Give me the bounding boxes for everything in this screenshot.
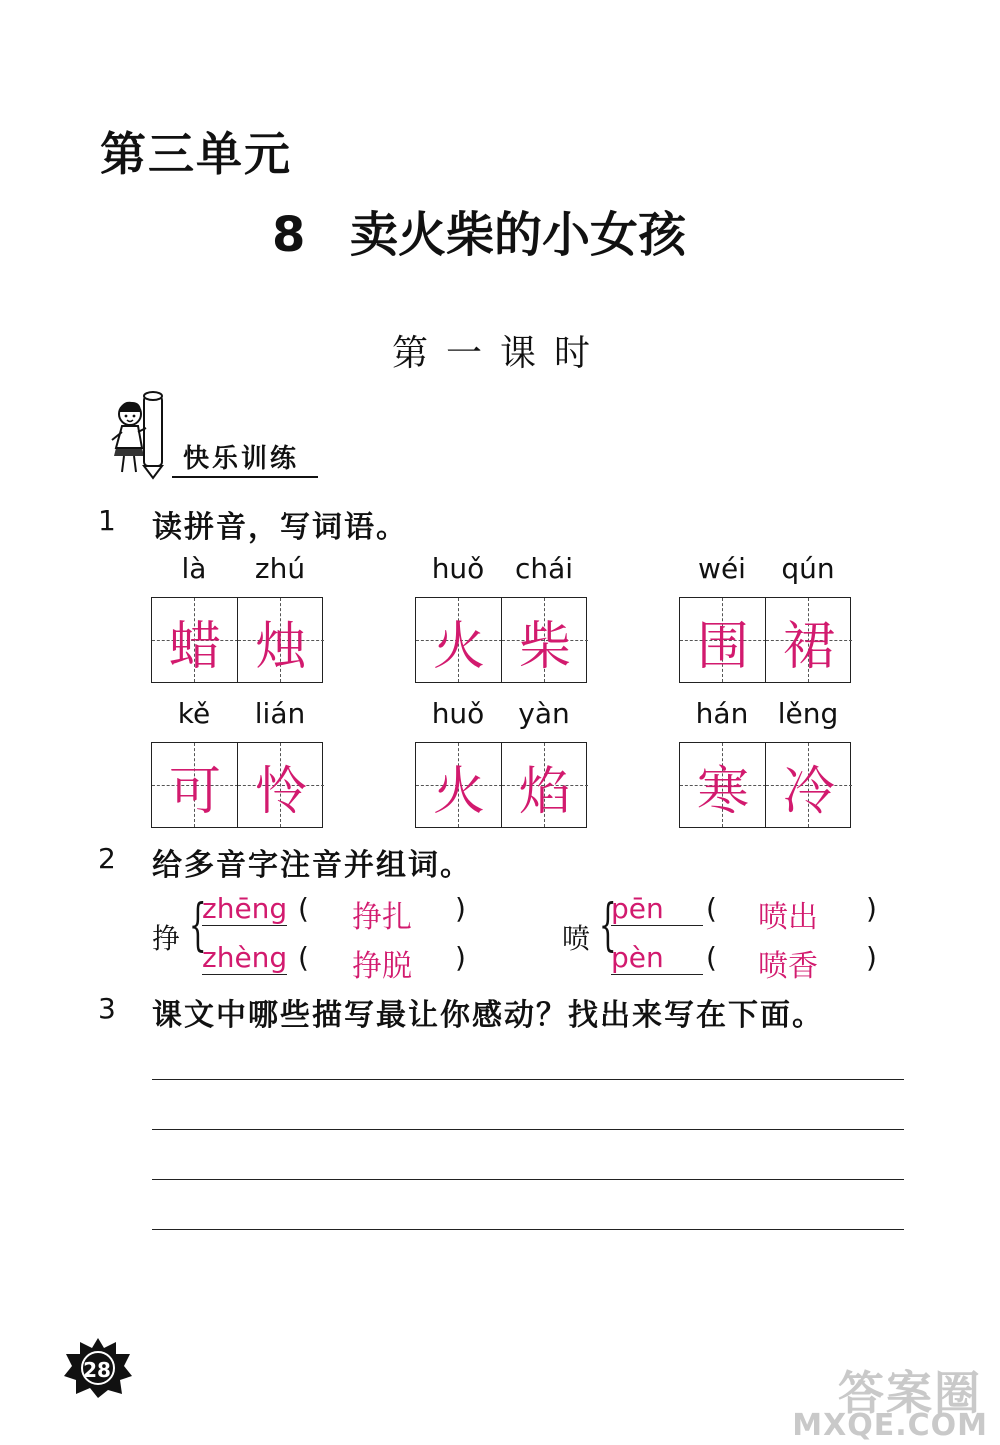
answer-char: 围 xyxy=(696,617,749,677)
tianzige-box[interactable] xyxy=(415,742,587,828)
q2-number: 2 xyxy=(98,842,116,875)
answer-char: 怜 xyxy=(254,762,307,822)
pinyin-label: qún xyxy=(781,552,835,585)
pinyin-label: huǒ xyxy=(431,697,485,730)
answer-char: 冷 xyxy=(782,762,835,822)
polyphone-word[interactable]: 喷香 xyxy=(758,949,818,984)
pinyin-label: kě xyxy=(177,697,211,730)
unit-title: 第三单元 xyxy=(100,127,292,181)
answer-char: 柴 xyxy=(518,617,571,677)
brace: { xyxy=(188,893,207,958)
q1-text: 读拼音，写词语。 xyxy=(152,510,408,545)
pinyin-label: yàn xyxy=(518,697,570,730)
pinyin-label: lěng xyxy=(777,697,839,730)
page-number: 28 xyxy=(83,1358,111,1382)
polyphone-char: 喷 xyxy=(562,922,591,955)
pinyin-label: chái xyxy=(514,552,574,585)
answer-char: 可 xyxy=(168,762,221,822)
section-label: 快乐训练 xyxy=(183,444,300,474)
answer-char: 寒 xyxy=(696,762,749,822)
paren-open: ( xyxy=(706,892,717,925)
polyphone-pinyin[interactable]: pēn xyxy=(611,892,703,926)
tianzige-box[interactable] xyxy=(151,742,323,828)
polyphone-word[interactable]: 挣脱 xyxy=(352,949,412,984)
pinyin-label: huǒ xyxy=(431,552,485,585)
polyphone-pinyin[interactable]: zhèng xyxy=(202,941,288,974)
answer-char: 烛 xyxy=(254,617,307,677)
polyphone-word[interactable]: 挣扎 xyxy=(352,900,412,935)
answer-line[interactable] xyxy=(152,1129,904,1130)
pinyin-label: wéi xyxy=(698,552,746,585)
pinyin-label: hán xyxy=(695,697,749,730)
girl-with-pencil-icon xyxy=(108,388,174,480)
answer-char: 蜡 xyxy=(168,617,221,677)
polyphone-pinyin[interactable]: zhēng xyxy=(202,892,288,925)
q2-text: 给多音字注音并组词。 xyxy=(152,848,472,883)
answer-char: 焰 xyxy=(518,762,571,822)
q1-number: 1 xyxy=(98,504,116,537)
answer-line[interactable] xyxy=(152,1079,904,1080)
answer-char: 火 xyxy=(432,617,485,677)
q3-text: 课文中哪些描写最让你感动？找出来写在下面。 xyxy=(152,998,824,1033)
paren-close: ) xyxy=(866,941,877,974)
lesson-name: 卖火柴的小女孩 xyxy=(350,207,687,263)
section-underline xyxy=(172,476,318,478)
tianzige-box[interactable] xyxy=(415,597,587,683)
paren-open: ( xyxy=(298,941,309,974)
answer-line[interactable] xyxy=(152,1229,904,1230)
watermark-logo: 答案圈 xyxy=(838,1366,982,1420)
polyphone-word[interactable]: 喷出 xyxy=(758,900,818,935)
lesson-title xyxy=(272,196,686,265)
paren-open: ( xyxy=(706,941,717,974)
answer-char: 火 xyxy=(432,762,485,822)
paren-open: ( xyxy=(298,892,309,925)
q3-number: 3 xyxy=(98,992,116,1025)
tianzige-box[interactable] xyxy=(679,742,851,828)
paren-close: ) xyxy=(866,892,877,925)
pinyin-label: là xyxy=(181,552,207,585)
paren-close: ) xyxy=(455,941,466,974)
tianzige-box[interactable] xyxy=(679,597,851,683)
brace: { xyxy=(598,893,617,958)
watermark-url: MXQE.COM xyxy=(792,1408,988,1443)
period-title: 第一课时 xyxy=(391,333,608,374)
answer-line[interactable] xyxy=(152,1179,904,1180)
polyphone-pinyin[interactable]: pèn xyxy=(611,941,703,975)
paren-close: ) xyxy=(455,892,466,925)
pinyin-label: zhú xyxy=(254,552,306,585)
polyphone-char: 挣 xyxy=(152,922,181,955)
lesson-number: 8 xyxy=(272,207,306,263)
answer-char: 裙 xyxy=(782,617,835,677)
tianzige-box[interactable] xyxy=(151,597,323,683)
pinyin-label: lián xyxy=(254,697,306,730)
